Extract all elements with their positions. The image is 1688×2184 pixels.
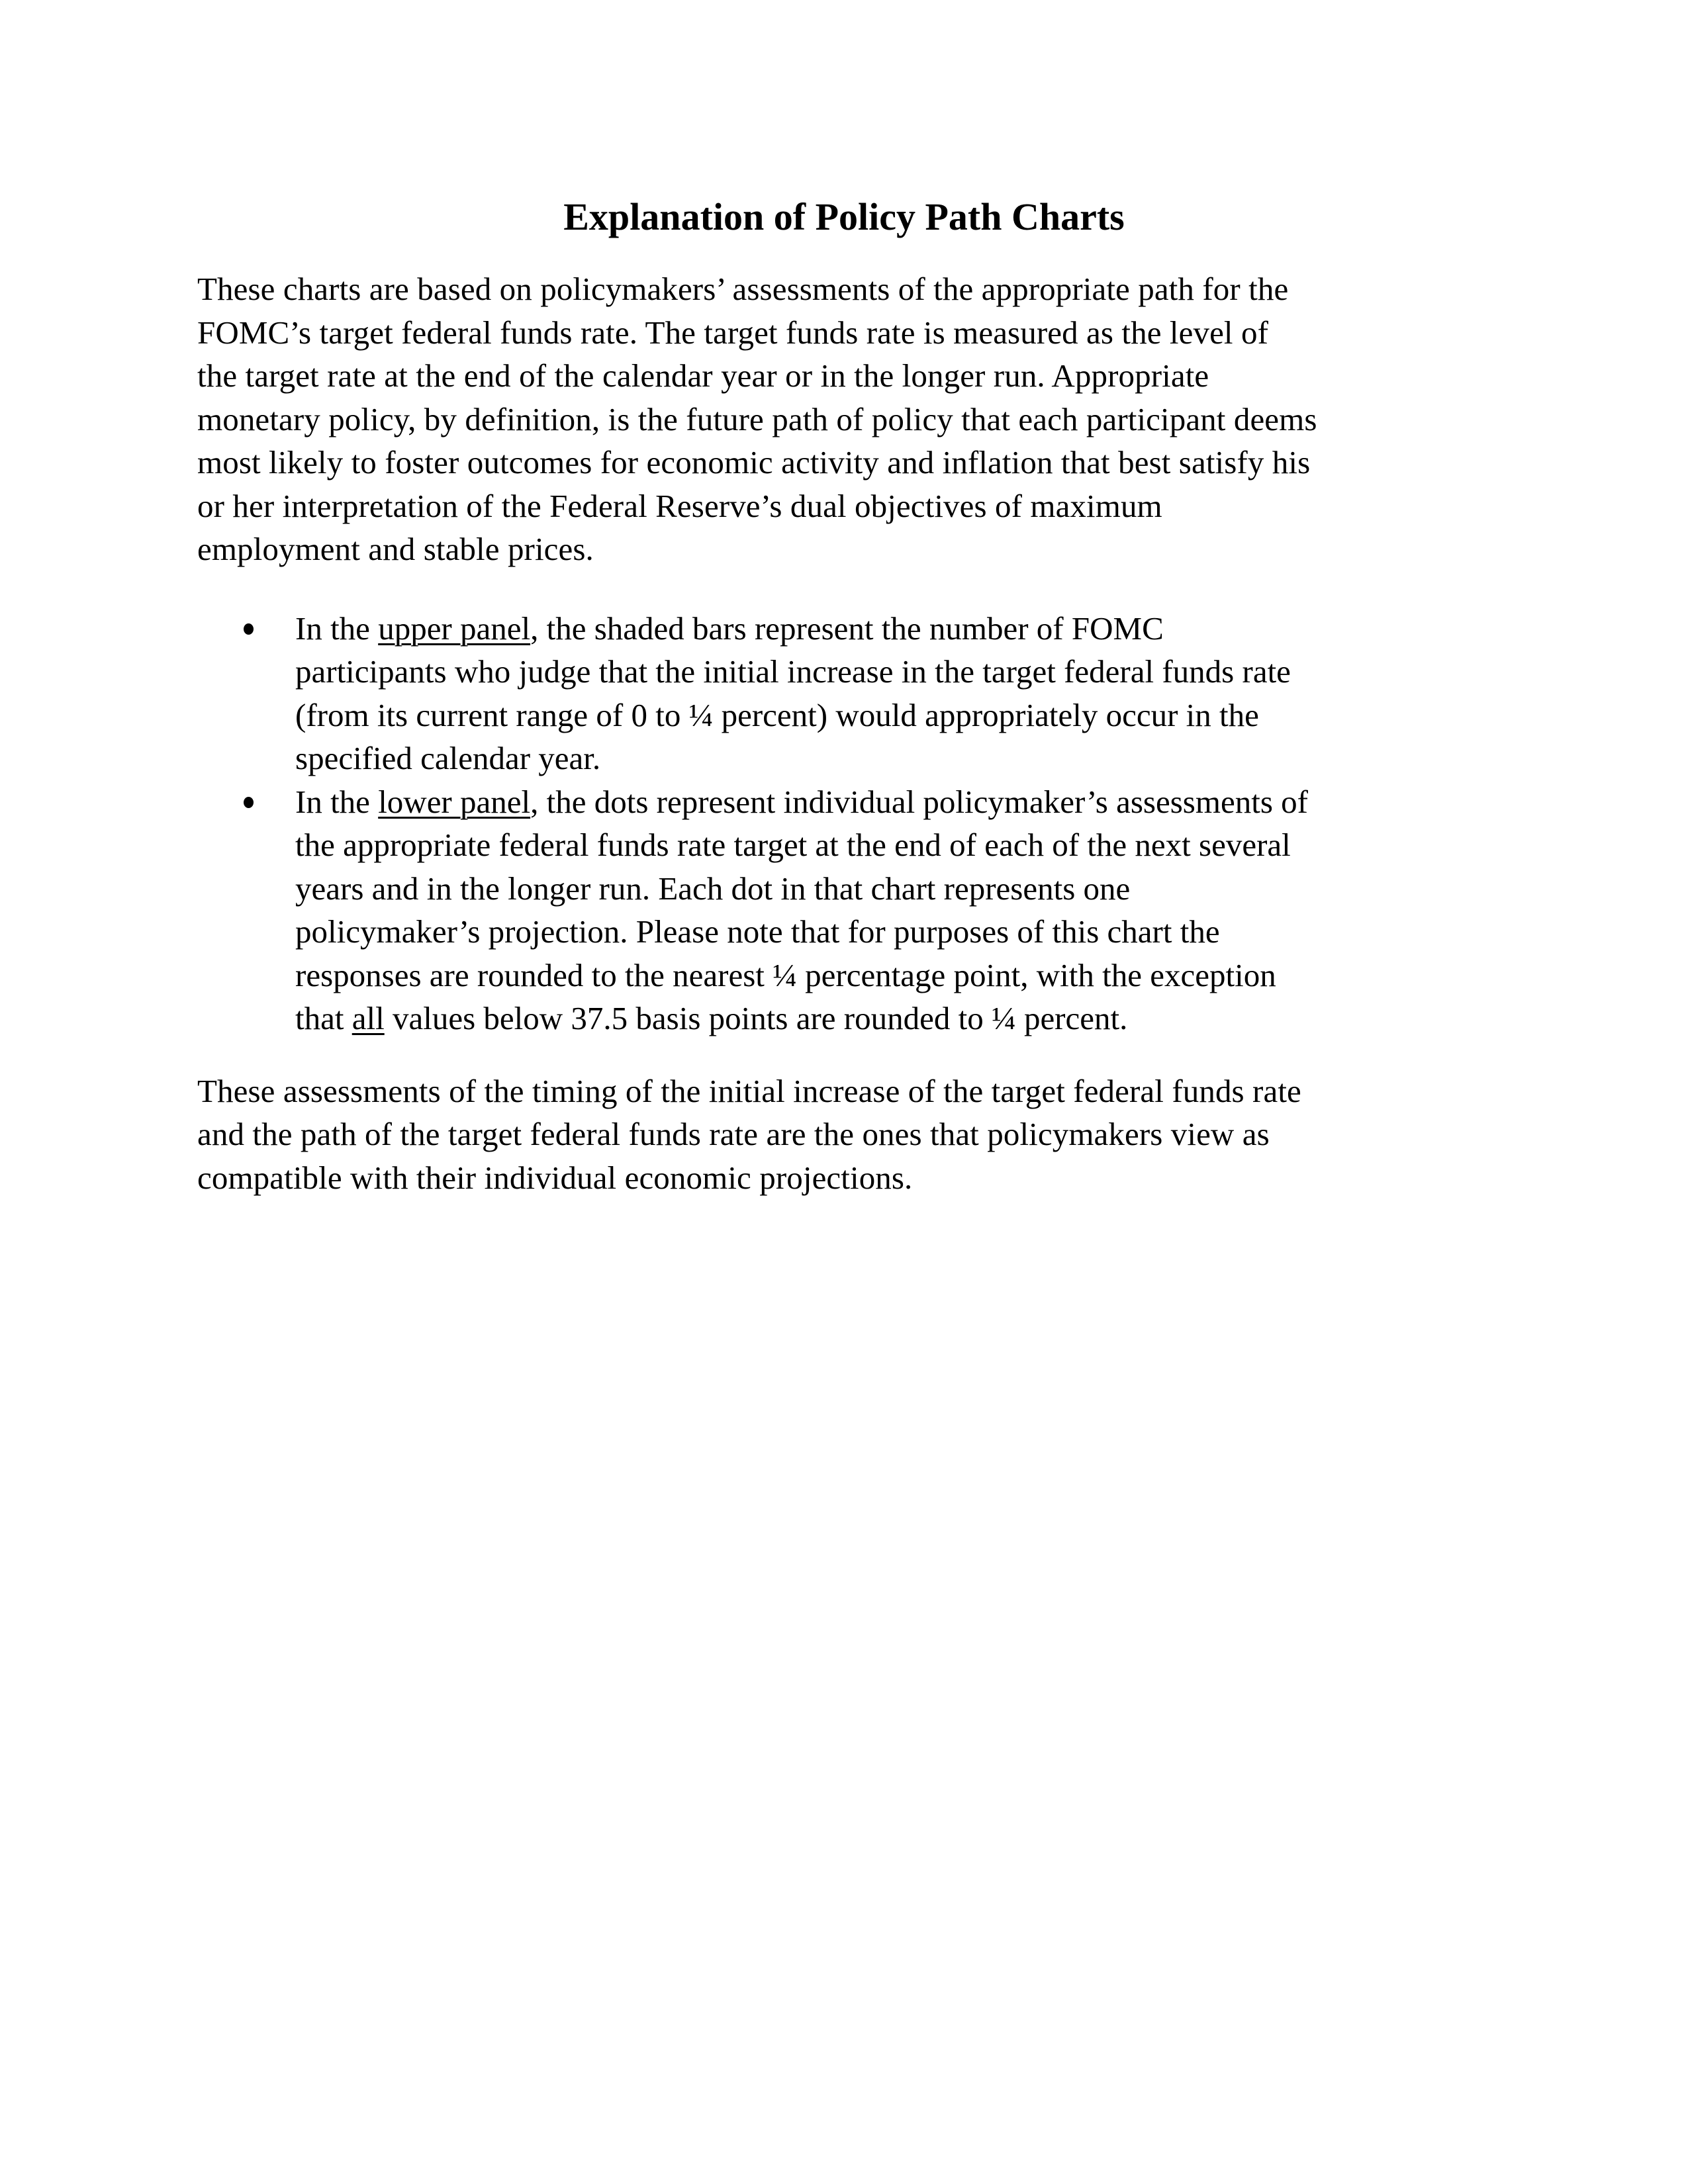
intro-line: employment and stable prices.: [197, 531, 594, 567]
underlined-term-upper-panel: upper panel: [378, 610, 531, 647]
document-page: [197, 192, 1495, 1199]
bullet-text: In the: [295, 783, 379, 820]
underlined-term-lower-panel: lower panel: [378, 783, 531, 820]
bullet-dot-icon: [244, 623, 254, 635]
bullet-line: [295, 997, 1495, 1040]
document-title: Explanation of Policy Path Charts: [563, 195, 1125, 238]
intro-paragraph: [197, 267, 1495, 571]
bullet-line: policymaker’s projection. Please note that for purposes of this chart the: [295, 913, 1220, 950]
intro-line: or her interpretation of the Federal Reserve’s dual objectives of maximum: [197, 487, 1162, 524]
bullet-line: years and in the longer run. Each dot in that chart represents one: [295, 870, 1131, 907]
intro-line: These charts are based on policymakers’ assessments of the appropriate path for the: [197, 271, 1289, 307]
closing-line: and the path of the target federal funds rate are the ones that policymakers view as: [197, 1116, 1270, 1152]
bullet-dot-icon: [244, 797, 254, 808]
closing-line: compatible with their individual economic projections.: [197, 1159, 913, 1196]
bullet-text: , the shaded bars represent the number of FOMC: [530, 610, 1164, 647]
bullet-line: participants who judge that the initial increase in the target federal funds rate: [295, 653, 1291, 690]
bullet-line: specified calendar year.: [295, 740, 601, 776]
intro-line: the target rate at the end of the calendar year or in the longer run. Appropriate: [197, 357, 1209, 394]
bullet-lower-panel: [197, 780, 1495, 1040]
intro-line: most likely to foster outcomes for economic activity and inflation that best satisfy his: [197, 444, 1311, 480]
closing-paragraph: [197, 1069, 1495, 1200]
bullet-text: values below 37.5 basis points are rounded to ¼ percent.: [384, 1000, 1128, 1036]
bullet-text: that: [295, 1000, 352, 1036]
bullet-line: the appropriate federal funds rate target at the end of each of the next several: [295, 827, 1291, 863]
bullet-list: [197, 607, 1495, 1040]
bullet-line: responses are rounded to the nearest ¼ percentage point, with the exception: [295, 956, 1276, 993]
closing-line: These assessments of the timing of the initial increase of the target federal funds rate: [197, 1072, 1301, 1109]
bullet-text: , the dots represent individual policymaker’s assessments of: [530, 783, 1308, 820]
intro-line: monetary policy, by definition, is the future path of policy that each participant deems: [197, 400, 1317, 437]
bullet-line: [295, 780, 1495, 824]
intro-line: FOMC’s target federal funds rate. The target funds rate is measured as the level of: [197, 314, 1269, 351]
bullet-upper-panel: [197, 607, 1495, 780]
underlined-term-all: all: [352, 1000, 385, 1036]
bullet-text: In the: [295, 610, 379, 647]
bullet-line: (from its current range of 0 to ¼ percent) would appropriately occur in the: [295, 696, 1259, 733]
bullet-line: [295, 607, 1495, 651]
